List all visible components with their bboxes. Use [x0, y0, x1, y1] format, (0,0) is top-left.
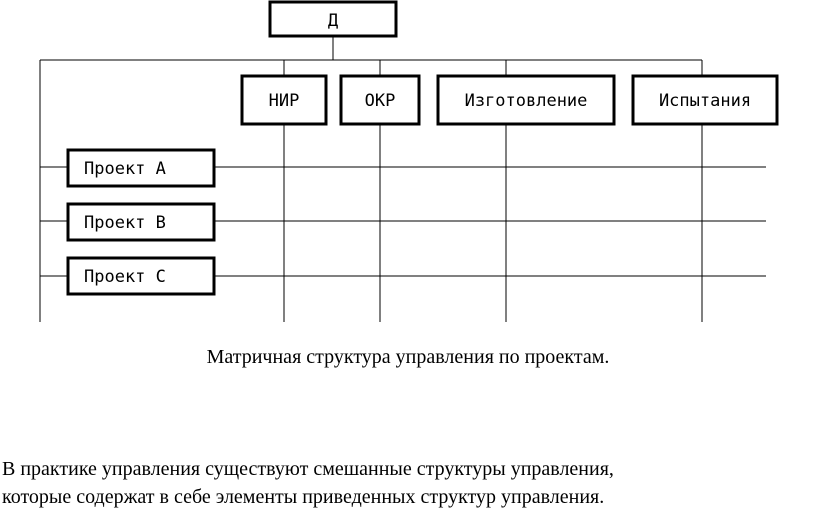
- column-label-manufacturing: Изготовление: [464, 91, 588, 111]
- paragraph-line-1: В практике управления существуют смешанные структуры управления,: [2, 458, 614, 480]
- director-label: Д: [327, 11, 339, 31]
- column-label-okr: ОКР: [364, 91, 396, 111]
- row-label-project-c: Проект C: [84, 267, 166, 287]
- paragraph-line-2: которые содержат в себе элементы приведенных структур управления.: [2, 486, 605, 508]
- diagram-caption: Матричная структура управления по проектам.: [206, 346, 610, 368]
- body-paragraph: [2, 455, 814, 511]
- row-label-project-a: Проект A: [84, 159, 166, 179]
- column-label-testing: Испытания: [658, 91, 752, 111]
- column-label-nir: НИР: [268, 91, 300, 111]
- row-label-project-b: Проект B: [84, 213, 166, 233]
